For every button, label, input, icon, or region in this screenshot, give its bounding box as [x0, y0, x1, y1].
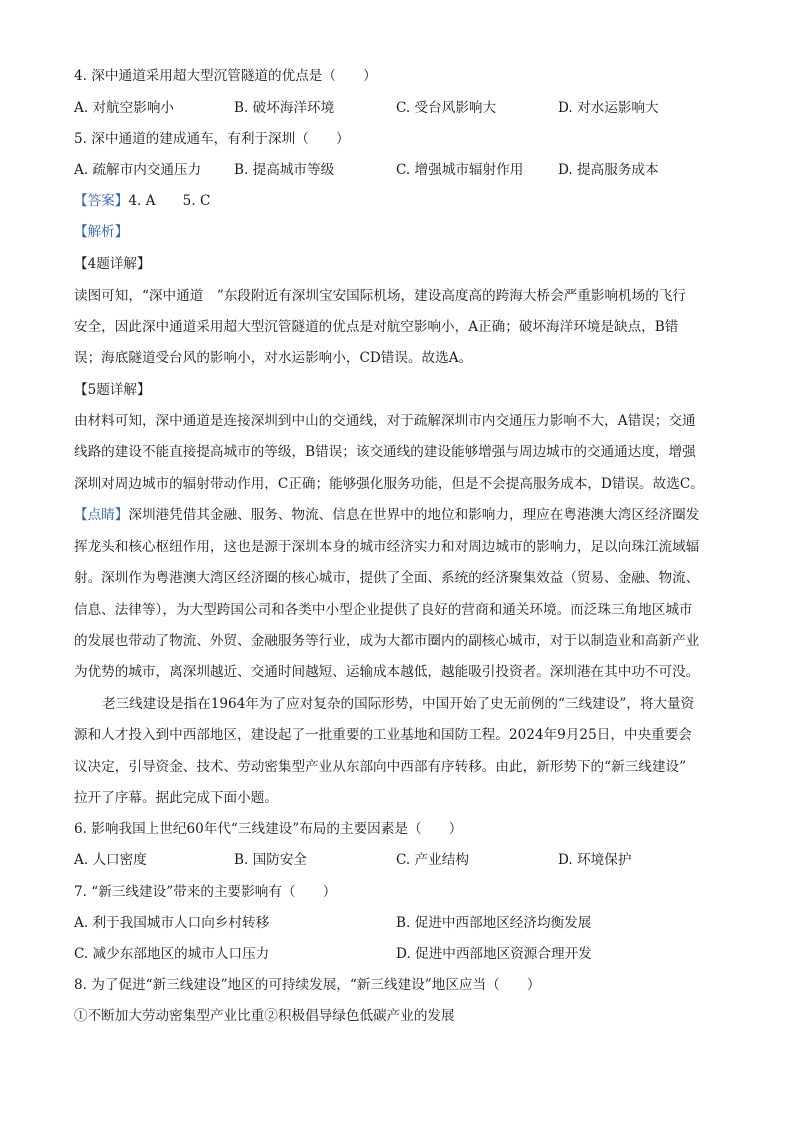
q8-stem: 8. 为了促进“新三线建设”地区的可持续发展，“新三线建设”地区应当（ ）: [74, 977, 541, 993]
material-line: 拉开了序幕。据此完成下面小题。: [74, 790, 278, 806]
detail5-line: 线路的建设不能直接提高城市的等级，B错误；该交通线的建设能够增强与周边城市的交通通达度，增强: [74, 444, 696, 460]
detail5-label: 【5题详解】: [74, 382, 151, 398]
tips-line: 射。深圳作为粤港澳大湾区经济圈的核心城市，提供了全面、系统的经济聚集效益（贸易、金融、物流、: [74, 570, 700, 586]
q6-options: [74, 850, 724, 870]
q7-option-c: C. 减少东部地区的城市人口压力: [74, 946, 270, 962]
tips-line: 的发展也带动了物流、外贸、金融服务等行业，成为大都市圈内的副核心城市，对于以制造业和高新产业: [74, 633, 700, 649]
q5-options: [74, 160, 724, 180]
detail4-line: 读图可知，“深中通道 ”东段附近有深圳宝安国际机场，建设高度高的跨海大桥会严重影响机场的飞行: [74, 288, 687, 304]
q6-stem: 6. 影响我国上世纪60年代“三线建设”布局的主要因素是（ ）: [74, 821, 463, 837]
q6-option-b: B. 国防安全: [234, 852, 308, 868]
q7-option-d: D. 促进中西部地区资源合理开发: [396, 946, 592, 962]
tips-first-line: [74, 505, 724, 525]
q6-option-d: D. 环境保护: [558, 852, 632, 868]
q4-stem: 4. 深中通道采用超大型沉管隧道的优点是（ ）: [74, 68, 377, 84]
answer-line: [74, 191, 724, 211]
q6-option-c: C. 产业结构: [396, 852, 469, 868]
answer-text: 4. A 5. C: [128, 193, 211, 209]
material-line: 议决定，引导资金、技术、劳动密集型产业从东部向中西部有序转移。由此，新形势下的“新三线建设”: [74, 759, 687, 775]
q4-options: [74, 98, 724, 118]
detail5-line: 由材料可知，深中通道是连接深圳到中山的交通线，对于疏解深圳市内交通压力影响不大，A错误；交通: [74, 413, 696, 429]
detail4-line: 安全，因此深中通道采用超大型沉管隧道的优点是对航空影响小，A正确；破坏海洋环境是缺点，B错: [74, 319, 679, 335]
answer-label: 【答案】: [74, 193, 129, 209]
q8-choices: ①不断加大劳动密集型产业比重②积极倡导绿色低碳产业的发展: [74, 1008, 455, 1024]
q5-option-c: C. 增强城市辐射作用: [396, 162, 524, 178]
q7-option-b: B. 促进中西部地区经济均衡发展: [396, 915, 592, 931]
q6-option-a: A. 人口密度: [74, 852, 147, 868]
analysis-label: 【解析】: [74, 224, 129, 240]
q5-option-b: B. 提高城市等级: [234, 162, 335, 178]
q7-options-row2: [74, 944, 724, 964]
q4-option-b: B. 破坏海洋环境: [234, 100, 335, 116]
material-first-line: 老三线建设是指在1964年为了应对复杂的国际形势，中国开始了史无前例的“三线建设”，将大量资: [102, 696, 695, 712]
q5-option-a: A. 疏解市内交通压力: [74, 162, 202, 178]
q4-option-d: D. 对水运影响大: [558, 100, 659, 116]
detail4-line: 误；海底隧道受台风的影响小，对水运影响小，CD错误。故选A。: [74, 350, 473, 366]
q5-option-d: D. 提高服务成本: [558, 162, 659, 178]
q4-option-a: A. 对航空影响小: [74, 100, 175, 116]
q4-option-c: C. 受台风影响大: [396, 100, 497, 116]
q7-stem: 7. “新三线建设”带来的主要影响有（ ）: [74, 884, 337, 900]
tips-line: 挥龙头和核心枢纽作用，这也是源于深圳本身的城市经济实力和对周边城市的影响力，足以向珠江流域辐: [74, 539, 700, 555]
tips-line: 为优势的城市，离深圳越近、交通时间越短、运输成本越低，越能吸引投资者。深圳港在其中功不可没。: [74, 664, 700, 680]
tips-text: 深圳港凭借其金融、服务、物流、信息在世界中的地位和影响力，理应在粤港澳大湾区经济圈发: [128, 507, 700, 523]
q7-options-row1: [74, 913, 724, 933]
material-line: 源和人才投入到中西部地区，建设起了一批重要的工业基地和国防工程。2024年9月25日，中央重要会: [74, 727, 692, 743]
tips-label: 【点睛】: [74, 507, 129, 523]
tips-line: 信息、法律等），为大型跨国公司和各类中小型企业提供了良好的营商和通关环境。而泛珠三角地区城市: [74, 602, 693, 618]
q7-option-a: A. 利于我国城市人口向乡村转移: [74, 915, 270, 931]
detail5-line: 深圳对周边城市的辐射带动作用，C正确；能够强化服务功能，但是不会提高服务成本，D错误。故选C。: [74, 476, 704, 492]
q5-stem: 5. 深中通道的建成通车，有利于深圳（ ）: [74, 131, 350, 147]
detail4-label: 【4题详解】: [74, 256, 151, 272]
